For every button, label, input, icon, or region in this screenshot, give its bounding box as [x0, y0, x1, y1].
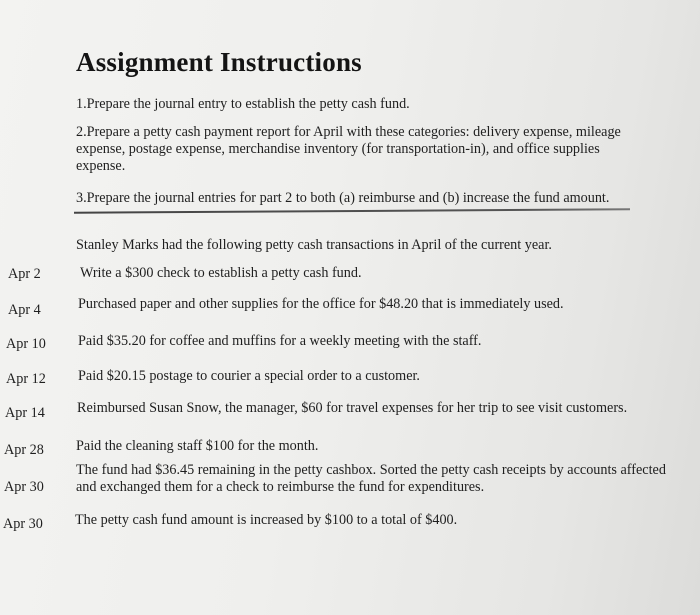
- transaction-text: Paid the cleaning staff $100 for the month.: [76, 438, 319, 454]
- transaction-date: Apr 14: [5, 405, 45, 421]
- instruction-3: 3.Prepare the journal entries for part 2 to both (a) reimburse and (b) increase the fund amount.: [76, 190, 610, 206]
- transaction-date: Apr 30: [3, 516, 43, 532]
- transaction-date: Apr 30: [4, 479, 44, 495]
- transaction-text: The petty cash fund amount is increased by $100 to a total of $400.: [75, 512, 458, 528]
- transaction-text: Write a $300 check to establish a petty cash fund.: [80, 265, 362, 281]
- transaction-text: Paid $20.15 postage to courier a special order to a customer.: [78, 368, 420, 384]
- intro-text: Stanley Marks had the following petty cash transactions in April of the current year.: [76, 237, 552, 253]
- divider-line: [74, 208, 630, 213]
- transaction-text: Paid $35.20 for coffee and muffins for a weekly meeting with the staff.: [78, 333, 482, 349]
- transaction-date: Apr 12: [6, 371, 46, 387]
- page-title: Assignment Instructions: [76, 47, 362, 77]
- transaction-text: Purchased paper and other supplies for the office for $48.20 that is immediately used.: [78, 296, 564, 312]
- transaction-text: Reimbursed Susan Snow, the manager, $60 for travel expenses for her trip to see visit customers.: [77, 400, 628, 416]
- transaction-date: Apr 10: [6, 336, 46, 352]
- transaction-text: The fund had $36.45 remaining in the petty cashbox. Sorted the petty cash receipts by accounts affected and exchanged them for a check to reimburse the fund for expenditures.: [76, 462, 666, 495]
- transaction-date: Apr 28: [4, 442, 44, 458]
- instruction-2: 2.Prepare a petty cash payment report for April with these categories: delivery expense, mileage expense, postage expense, merchandise inventory (for transportation-in), and office supplies expense.: [76, 124, 621, 174]
- transaction-date: Apr 2: [8, 266, 41, 282]
- instruction-1: 1.Prepare the journal entry to establish the petty cash fund.: [76, 96, 410, 112]
- transaction-date: Apr 4: [8, 302, 41, 318]
